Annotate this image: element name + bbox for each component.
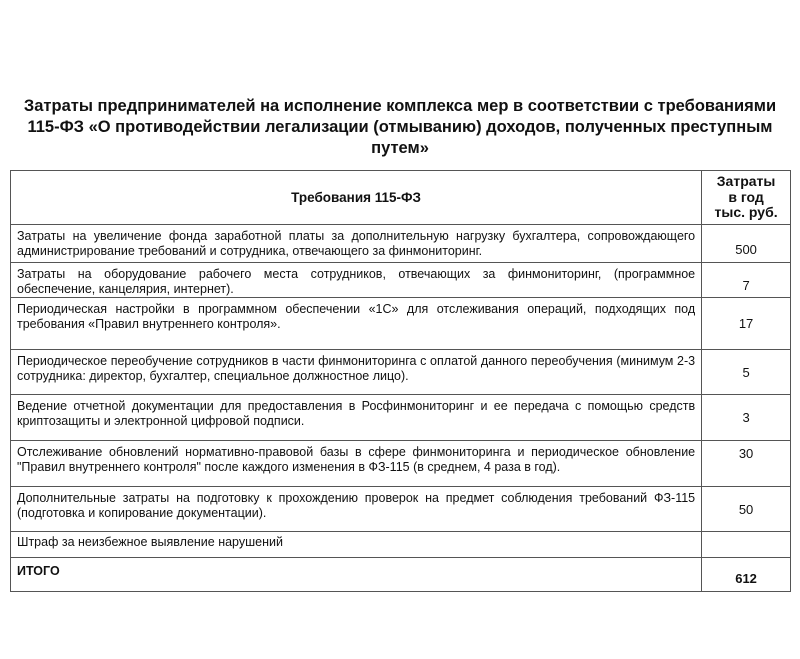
requirement-cell: Периодическая настройки в программном обеспечении «1С» для отслеживания операций, подходящих под требования «Правил внутреннего контроля». (11, 298, 702, 350)
requirement-cell: Штраф за неизбежное выявление нарушений (11, 532, 702, 558)
table-row (11, 487, 791, 532)
cost-cell: 3 (702, 395, 791, 441)
cost-cell: 5 (702, 350, 791, 395)
cost-cell: 500 (702, 225, 791, 263)
document-title: Затраты предпринимателей на исполнение комплекса мер в соответствии с требованиями 115-ФЗ «О противодействии легализации (отмыванию) доходов, полученных преступным путем» (23, 97, 777, 157)
total-row (11, 558, 791, 592)
total-cost: 612 (702, 558, 791, 592)
table-row (11, 263, 791, 298)
cost-column-header: Затраты в год тыс. руб. (702, 171, 791, 225)
cost-cell: 50 (702, 487, 791, 532)
table-row (11, 441, 791, 487)
cost-cell (702, 532, 791, 558)
requirement-cell: Затраты на оборудование рабочего места сотрудников, отвечающих за финмониторинг, (программное обеспечение, канцелярия, интернет). (11, 263, 702, 298)
costs-table (10, 170, 791, 592)
requirement-cell: Периодическое переобучение сотрудников в части финмониторинга с оплатой данного переобучения (минимум 2-3 сотрудника: директор, бухгалтер, специальное должностное лицо). (11, 350, 702, 395)
table-row (11, 225, 791, 263)
table-row (11, 298, 791, 350)
requirement-cell: Дополнительные затраты на подготовку к прохождению проверок на предмет соблюдения требований ФЗ-115 (подготовка и копирование документации). (11, 487, 702, 532)
table-header-row (11, 171, 791, 225)
total-label: ИТОГО (11, 558, 702, 592)
table-row (11, 532, 791, 558)
requirement-column-header: Требования 115-ФЗ (11, 171, 702, 225)
cost-cell: 7 (702, 263, 791, 298)
requirement-cell: Затраты на увеличение фонда заработной платы за дополнительную нагрузку бухгалтера, сопровождающего администрирование требований и сотрудника, отвечающего за финмониторинг. (11, 225, 702, 263)
table-row (11, 350, 791, 395)
cost-cell: 30 (702, 441, 791, 487)
table-row (11, 395, 791, 441)
requirement-cell: Ведение отчетной документации для предоставления в Росфинмониторинг и ее передача с помощью средств криптозащиты и электронной цифровой подписи. (11, 395, 702, 441)
requirement-cell: Отслеживание обновлений нормативно-правовой базы в сфере финмониторинга и периодическое обновление "Правил внутреннего контроля" после каждого изменения в ФЗ-115 (в среднем, 4 раза в год). (11, 441, 702, 487)
cost-cell: 17 (702, 298, 791, 350)
